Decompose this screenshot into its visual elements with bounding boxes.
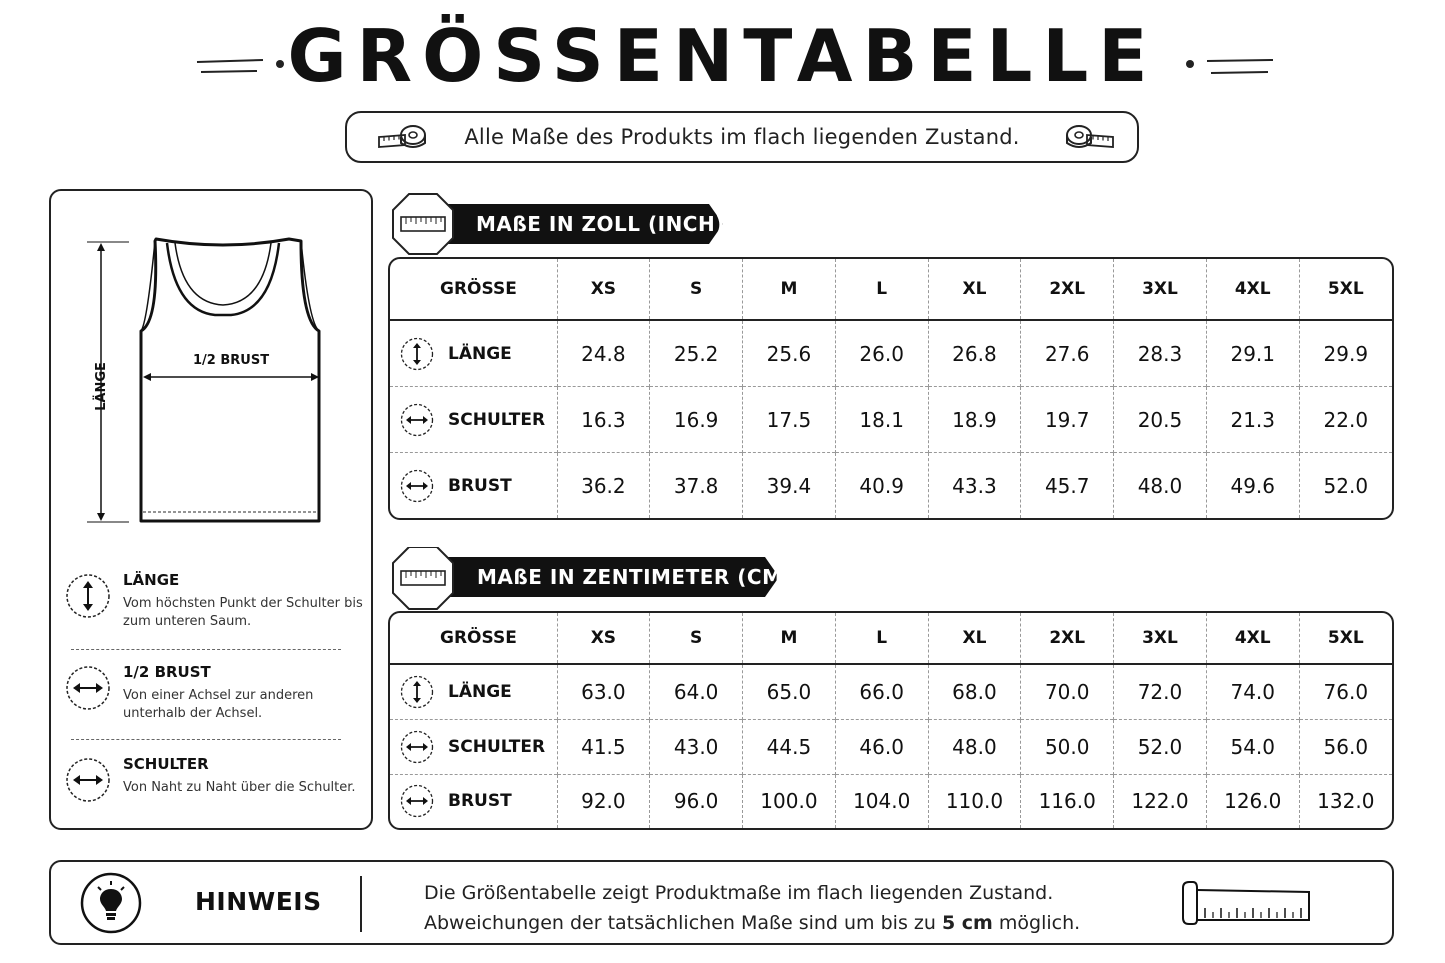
row-header xyxy=(390,774,557,828)
cm-section-title: MAßE IN ZENTIMETER (CM) xyxy=(477,565,793,589)
table-cell: 64.0 xyxy=(650,664,743,719)
table-cell: 48.0 xyxy=(928,719,1021,774)
table-cell: 17.5 xyxy=(743,387,836,453)
column-header: XS xyxy=(557,259,650,320)
table-cell: 48.0 xyxy=(1114,453,1207,518)
table-cell: 50.0 xyxy=(1021,719,1114,774)
row-label: LÄNGE xyxy=(448,343,512,364)
measurement-guide-panel xyxy=(49,189,373,830)
horizontal-arrow-icon xyxy=(400,469,434,503)
table-cell: 92.0 xyxy=(557,774,650,828)
column-header: 5XL xyxy=(1299,259,1392,320)
table-cell: 43.3 xyxy=(928,453,1021,518)
table-cell: 18.9 xyxy=(928,387,1021,453)
column-header: 3XL xyxy=(1114,613,1207,664)
legend-title: LÄNGE xyxy=(123,571,180,589)
table-cell: 122.0 xyxy=(1114,774,1207,828)
column-header: 5XL xyxy=(1299,613,1392,664)
table-cell: 70.0 xyxy=(1021,664,1114,719)
table-cell: 37.8 xyxy=(650,453,743,518)
table-cell: 22.0 xyxy=(1299,387,1392,453)
chest-label: 1/2 BRUST xyxy=(193,353,270,368)
table-cell: 28.3 xyxy=(1114,320,1207,387)
table-cell: 96.0 xyxy=(650,774,743,828)
column-header: XS xyxy=(557,613,650,664)
table-row xyxy=(390,387,1392,453)
table-cell: 132.0 xyxy=(1299,774,1392,828)
table-row xyxy=(390,664,1392,719)
legend-description: Von einer Achsel zur anderen unterhalb der Achsel. xyxy=(123,688,314,721)
title-decoration-right xyxy=(1180,52,1275,86)
table-cell: 68.0 xyxy=(928,664,1021,719)
column-header: 4XL xyxy=(1206,613,1299,664)
column-header: 4XL xyxy=(1206,259,1299,320)
row-label: SCHULTER xyxy=(448,409,546,430)
column-header: M xyxy=(743,613,836,664)
subtitle-box xyxy=(345,111,1139,163)
hint-text-part: Abweichungen der tatsächlichen Maße sind um bis zu xyxy=(424,912,942,934)
cm-size-table xyxy=(388,611,1394,830)
table-row xyxy=(390,774,1392,828)
table-row xyxy=(390,719,1392,774)
table-cell: 65.0 xyxy=(743,664,836,719)
table-cell: 26.0 xyxy=(835,320,928,387)
vertical-arrow-icon xyxy=(400,337,434,371)
page-title: GRÖSSENTABELLE xyxy=(287,14,1158,98)
column-header: L xyxy=(835,613,928,664)
row-label: BRUST xyxy=(448,475,512,496)
table-cell: 46.0 xyxy=(835,719,928,774)
column-header: 2XL xyxy=(1021,259,1114,320)
legend-title: 1/2 BRUST xyxy=(123,663,211,681)
hint-text xyxy=(424,878,1080,938)
table-cell: 24.8 xyxy=(557,320,650,387)
horizontal-arrow-icon xyxy=(65,665,111,711)
table-cell: 76.0 xyxy=(1299,664,1392,719)
table-cell: 66.0 xyxy=(835,664,928,719)
length-label: LÄNGE xyxy=(93,362,109,411)
table-cell: 52.0 xyxy=(1299,453,1392,518)
cm-section-banner xyxy=(389,547,793,611)
table-cell: 18.1 xyxy=(835,387,928,453)
table-cell: 39.4 xyxy=(743,453,836,518)
table-cell: 41.5 xyxy=(557,719,650,774)
row-header xyxy=(390,453,557,518)
ruler-icon xyxy=(400,568,446,588)
table-cell: 19.7 xyxy=(1021,387,1114,453)
table-cell: 116.0 xyxy=(1021,774,1114,828)
column-header: 3XL xyxy=(1114,259,1207,320)
table-cell: 25.6 xyxy=(743,320,836,387)
inch-section-title: MAßE IN ZOLL (INCH) xyxy=(476,212,725,236)
table-cell: 56.0 xyxy=(1299,719,1392,774)
table-cell: 25.2 xyxy=(650,320,743,387)
hint-text-part: möglich. xyxy=(992,912,1081,934)
table-cell: 52.0 xyxy=(1114,719,1207,774)
horizontal-arrow-icon xyxy=(400,403,434,437)
table-cell: 29.1 xyxy=(1206,320,1299,387)
table-cell: 21.3 xyxy=(1206,387,1299,453)
column-header: XL xyxy=(928,613,1021,664)
horizontal-arrow-icon xyxy=(400,784,434,818)
table-cell: 40.9 xyxy=(835,453,928,518)
column-header: XL xyxy=(928,259,1021,320)
table-cell: 104.0 xyxy=(835,774,928,828)
hint-line: Die Größentabelle zeigt Produktmaße im flach liegenden Zustand. xyxy=(424,882,1054,904)
table-cell: 100.0 xyxy=(743,774,836,828)
table-cell: 27.6 xyxy=(1021,320,1114,387)
hint-title: HINWEIS xyxy=(195,887,322,916)
table-cell: 20.5 xyxy=(1114,387,1207,453)
hint-line xyxy=(424,908,1080,938)
table-cell: 63.0 xyxy=(557,664,650,719)
column-header: S xyxy=(650,613,743,664)
table-cell: 36.2 xyxy=(557,453,650,518)
table-cell: 29.9 xyxy=(1299,320,1392,387)
row-header xyxy=(390,719,557,774)
subtitle-text: Alle Maße des Produkts im flach liegenden Zustand. xyxy=(464,125,1020,149)
ruler-icon xyxy=(400,214,446,234)
legend-description: Von Naht zu Naht über die Schulter. xyxy=(123,780,356,795)
lightbulb-icon xyxy=(80,872,142,934)
row-header xyxy=(390,387,557,453)
table-cell: 16.3 xyxy=(557,387,650,453)
table-cell: 44.5 xyxy=(743,719,836,774)
table-cell: 74.0 xyxy=(1206,664,1299,719)
table-cell: 72.0 xyxy=(1114,664,1207,719)
column-header: M xyxy=(743,259,836,320)
divider xyxy=(71,739,341,740)
horizontal-arrow-icon xyxy=(400,730,434,764)
inch-section-banner xyxy=(389,192,725,256)
table-cell: 110.0 xyxy=(928,774,1021,828)
table-cell: 49.6 xyxy=(1206,453,1299,518)
column-header: GRÖSSE xyxy=(390,613,557,664)
divider xyxy=(71,649,341,650)
row-header xyxy=(390,664,557,719)
inch-size-table xyxy=(388,257,1394,520)
column-header: 2XL xyxy=(1021,613,1114,664)
column-header: GRÖSSE xyxy=(390,259,557,320)
table-cell: 54.0 xyxy=(1206,719,1299,774)
table-cell: 45.7 xyxy=(1021,453,1114,518)
tape-measure-icon xyxy=(1063,121,1117,159)
hint-box xyxy=(49,860,1394,945)
tape-measure-icon xyxy=(1179,880,1313,926)
row-label: SCHULTER xyxy=(448,736,546,757)
legend-description: Vom höchsten Punkt der Schulter bis zum unteren Saum. xyxy=(123,596,363,629)
table-row xyxy=(390,453,1392,518)
legend-title: SCHULTER xyxy=(123,755,209,773)
table-cell: 126.0 xyxy=(1206,774,1299,828)
table-cell: 16.9 xyxy=(650,387,743,453)
column-header: L xyxy=(835,259,928,320)
table-row xyxy=(390,320,1392,387)
table-cell: 26.8 xyxy=(928,320,1021,387)
column-header: S xyxy=(650,259,743,320)
row-header xyxy=(390,320,557,387)
row-label: LÄNGE xyxy=(448,681,512,702)
divider xyxy=(360,876,362,932)
vertical-arrow-icon xyxy=(400,675,434,709)
horizontal-arrow-icon xyxy=(65,757,111,803)
vertical-arrow-icon xyxy=(65,573,111,619)
row-label: BRUST xyxy=(448,791,512,812)
hint-emphasis: 5 cm xyxy=(941,912,993,934)
table-cell: 43.0 xyxy=(650,719,743,774)
